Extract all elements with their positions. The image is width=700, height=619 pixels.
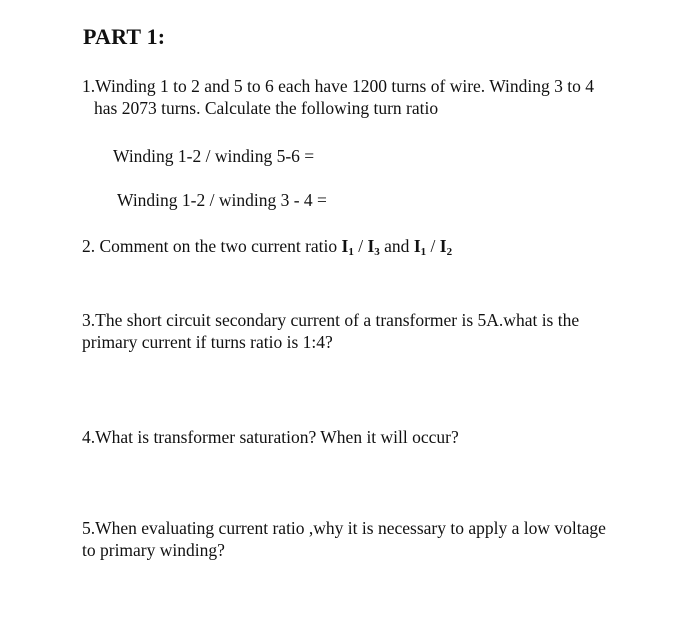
ratio-slash: /: [353, 236, 368, 256]
ratio-slash: /: [426, 236, 440, 256]
question-2: [82, 235, 452, 263]
question-5-line-1: 5.When evaluating current ratio ,why it is necessary to apply a low voltage: [82, 518, 606, 538]
current-i-symbol: I: [367, 236, 375, 256]
question-3: [82, 309, 579, 353]
question-1: [82, 75, 594, 119]
current-subscript: 2: [446, 246, 453, 258]
turn-ratio-1-2-over-5-6: Winding 1-2 / winding 5-6 =: [113, 146, 315, 166]
part-heading: PART 1:: [83, 24, 166, 49]
turn-ratio-1-2-over-3-4: Winding 1-2 / winding 3 - 4 =: [117, 190, 327, 210]
question-4: [82, 426, 459, 448]
current-subscript: 1: [348, 246, 354, 258]
question-1-line-1: 1.Winding 1 to 2 and 5 to 6 each have 1200 turns of wire. Winding 3 to 4: [82, 76, 595, 96]
current-i-symbol: I: [413, 236, 421, 256]
question-5: [82, 517, 606, 561]
question-3-line-2: primary current if turns ratio is 1:4?: [82, 332, 333, 352]
question-4-line-1: 4.What is transformer saturation? When it will occur?: [82, 427, 459, 447]
current-subscript: 1: [420, 246, 427, 258]
question-1-line-2: has 2073 turns. Calculate the following turn ratio: [94, 98, 439, 118]
and-word: and: [379, 236, 414, 256]
question-5-line-2: to primary winding?: [82, 540, 225, 560]
current-subscript: 3: [374, 246, 380, 258]
question-3-line-1: 3.The short circuit secondary current of a transformer is 5A.what is the: [82, 310, 580, 330]
question-2-prefix: 2. Comment on the two current ratio: [82, 236, 342, 256]
current-i-symbol: I: [439, 236, 447, 256]
current-i-symbol: I: [341, 236, 349, 256]
